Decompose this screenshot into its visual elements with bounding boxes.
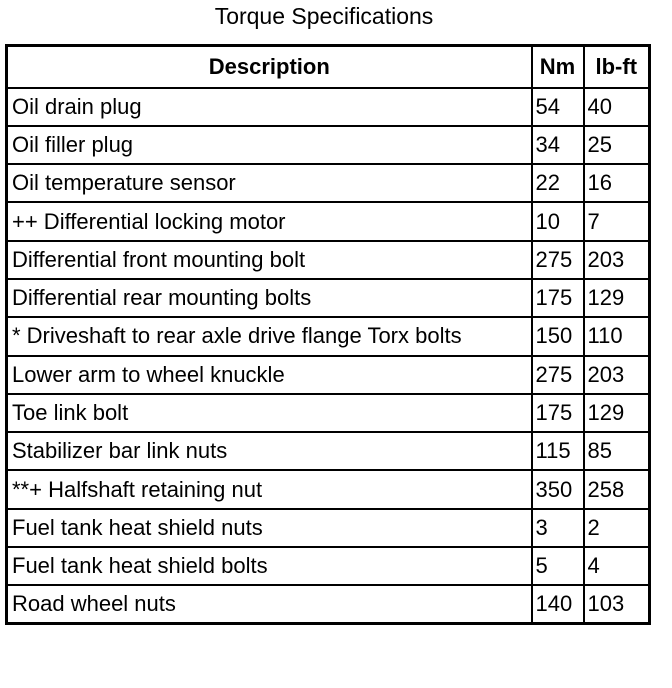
table-row	[7, 164, 650, 202]
row-description: Toe link bolt	[7, 394, 532, 432]
torque-specifications-table	[5, 44, 651, 625]
page-title: Torque Specifications	[214, 3, 434, 29]
header-description: Description	[7, 46, 532, 88]
header-lbft: lb-ft	[584, 46, 650, 88]
row-nm: 150	[532, 317, 584, 355]
row-description: Oil temperature sensor	[7, 164, 532, 202]
row-description: Fuel tank heat shield bolts	[7, 547, 532, 585]
row-description: * Driveshaft to rear axle drive flange Torx bolts	[7, 317, 532, 355]
table-row	[7, 470, 650, 508]
row-description: Differential rear mounting bolts	[7, 279, 532, 317]
row-lbft: 85	[584, 432, 650, 470]
row-description: Fuel tank heat shield nuts	[7, 509, 532, 547]
row-nm: 115	[532, 432, 584, 470]
row-nm: 54	[532, 88, 584, 126]
row-nm: 350	[532, 470, 584, 508]
row-description: Stabilizer bar link nuts	[7, 432, 532, 470]
row-lbft: 129	[584, 279, 650, 317]
row-lbft: 16	[584, 164, 650, 202]
row-lbft: 7	[584, 202, 650, 240]
table-row	[7, 394, 650, 432]
row-nm: 22	[532, 164, 584, 202]
row-lbft: 25	[584, 126, 650, 164]
row-nm: 3	[532, 509, 584, 547]
table-row	[7, 126, 650, 164]
row-description: **+ Halfshaft retaining nut	[7, 470, 532, 508]
row-lbft: 4	[584, 547, 650, 585]
row-nm: 275	[532, 356, 584, 394]
table-header-row	[7, 46, 650, 88]
row-nm: 175	[532, 279, 584, 317]
table-row	[7, 202, 650, 240]
table-row	[7, 509, 650, 547]
header-nm: Nm	[532, 46, 584, 88]
table-row	[7, 241, 650, 279]
table-row	[7, 279, 650, 317]
table-row	[7, 317, 650, 355]
row-nm: 175	[532, 394, 584, 432]
table-row	[7, 547, 650, 585]
row-lbft: 103	[584, 585, 650, 623]
table-row	[7, 585, 650, 623]
row-description: Differential front mounting bolt	[7, 241, 532, 279]
row-description: ++ Differential locking motor	[7, 202, 532, 240]
row-lbft: 40	[584, 88, 650, 126]
row-lbft: 2	[584, 509, 650, 547]
row-nm: 5	[532, 547, 584, 585]
row-nm: 140	[532, 585, 584, 623]
row-description: Road wheel nuts	[7, 585, 532, 623]
row-lbft: 203	[584, 241, 650, 279]
row-description: Oil filler plug	[7, 126, 532, 164]
row-lbft: 203	[584, 356, 650, 394]
row-lbft: 258	[584, 470, 650, 508]
row-lbft: 110	[584, 317, 650, 355]
table-row	[7, 88, 650, 126]
row-description: Lower arm to wheel knuckle	[7, 356, 532, 394]
row-nm: 10	[532, 202, 584, 240]
table-row	[7, 432, 650, 470]
row-description: Oil drain plug	[7, 88, 532, 126]
row-lbft: 129	[584, 394, 650, 432]
row-nm: 275	[532, 241, 584, 279]
table-row	[7, 356, 650, 394]
row-nm: 34	[532, 126, 584, 164]
